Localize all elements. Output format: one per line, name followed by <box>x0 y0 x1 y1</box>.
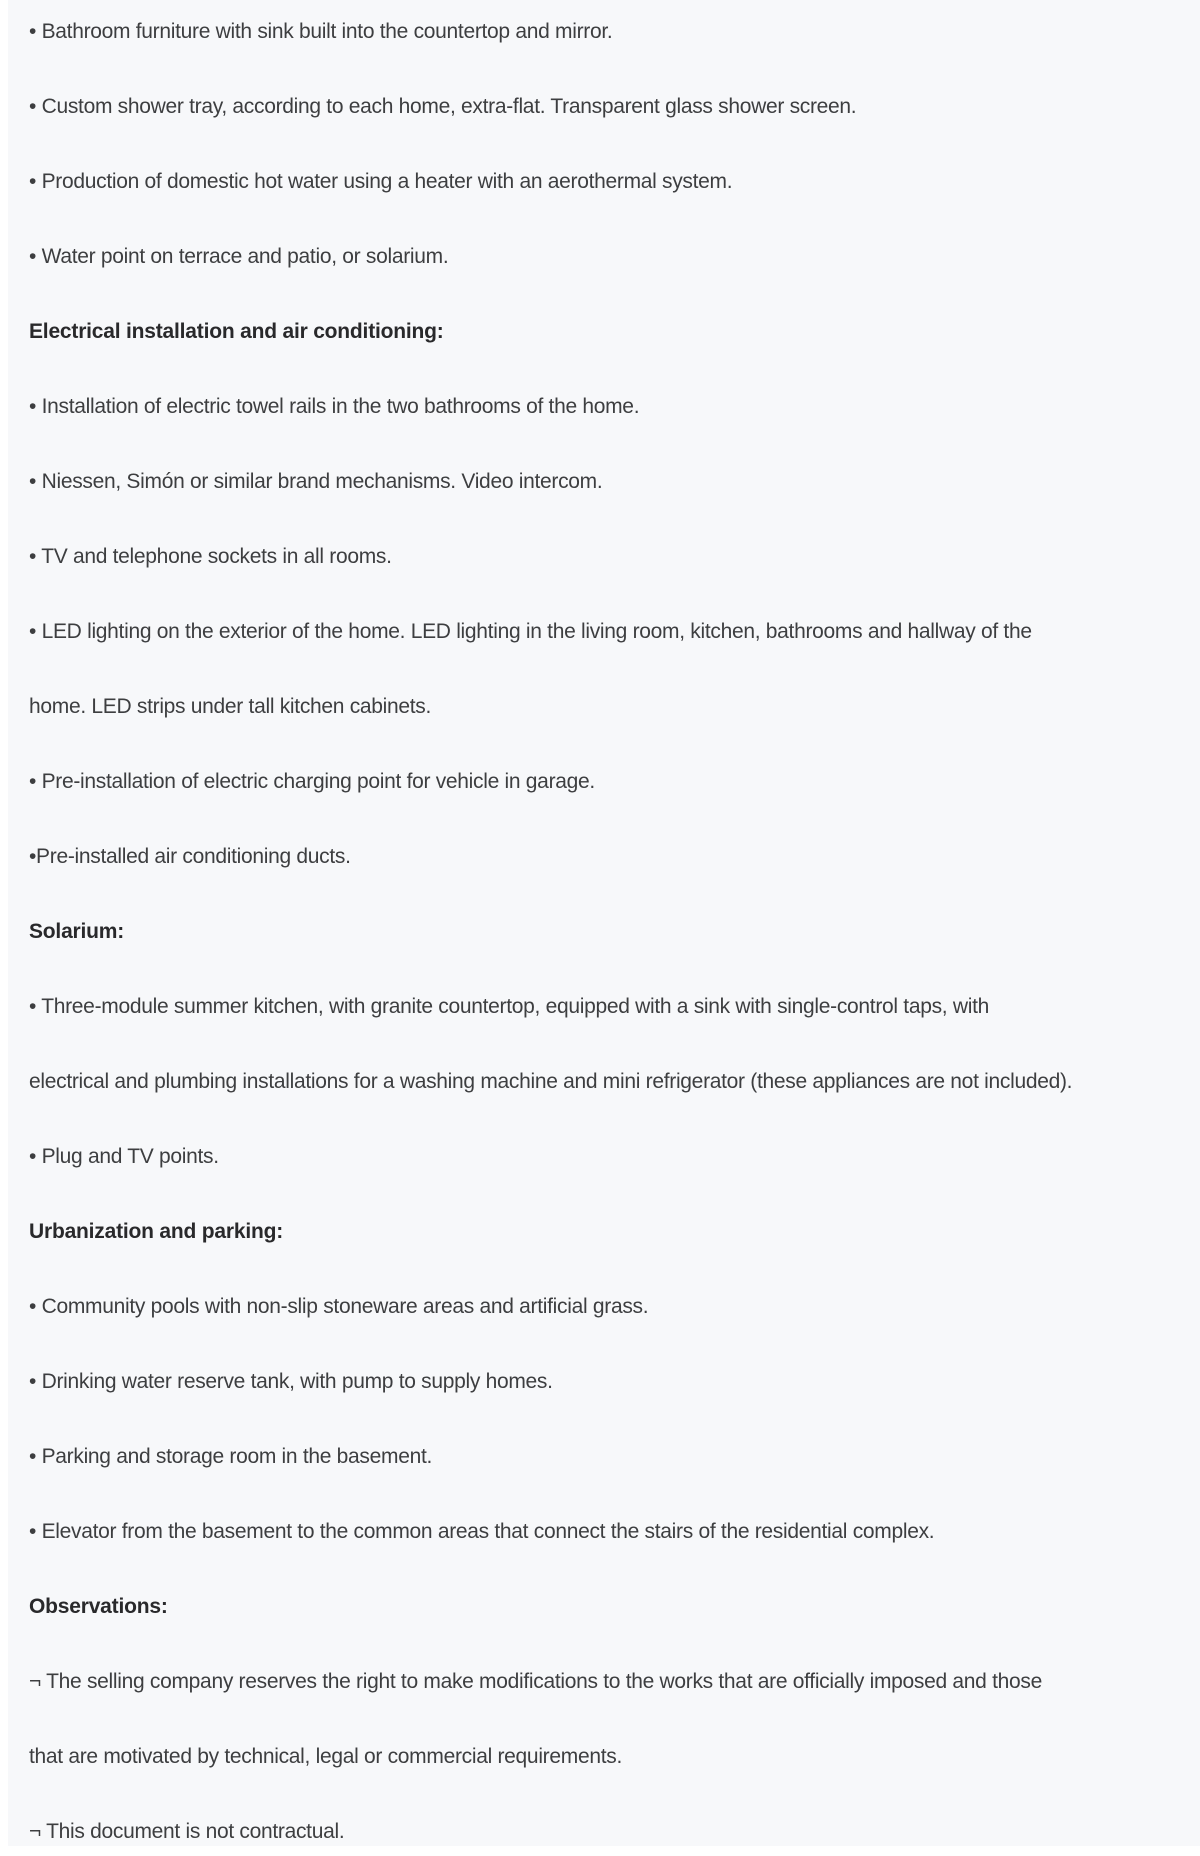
document-line: • TV and telephone sockets in all rooms. <box>29 545 392 568</box>
document-line: • Water point on terrace and patio, or solarium. <box>29 245 449 268</box>
document-line: • Elevator from the basement to the common areas that connect the stairs of the residential complex. <box>29 1520 935 1543</box>
document-line: • Community pools with non-slip stoneware areas and artificial grass. <box>29 1295 649 1318</box>
section-heading: Observations: <box>29 1595 168 1618</box>
document-line: • LED lighting on the exterior of the home. LED lighting in the living room, kitchen, bathrooms and hallway of the <box>29 620 1032 643</box>
document-line: ¬ This document is not contractual. <box>29 1820 345 1843</box>
document-body <box>8 0 1200 1846</box>
document-line: home. LED strips under tall kitchen cabinets. <box>29 695 432 718</box>
document-line: electrical and plumbing installations for a washing machine and mini refrigerator (these appliances are not included). <box>29 1070 1073 1093</box>
document-line: ¬ The selling company reserves the right to make modifications to the works that are officially imposed and those <box>29 1670 1042 1693</box>
document-line: • Niessen, Simón or similar brand mechanisms. Video intercom. <box>29 470 603 493</box>
document-page <box>8 0 1200 1846</box>
section-heading: Solarium: <box>29 920 125 943</box>
section-heading: Urbanization and parking: <box>29 1220 284 1243</box>
section-heading: Electrical installation and air conditioning: <box>29 320 444 343</box>
document-line: • Production of domestic hot water using a heater with an aerothermal system. <box>29 170 733 193</box>
document-line: • Installation of electric towel rails in the two bathrooms of the home. <box>29 395 640 418</box>
document-line: • Parking and storage room in the basement. <box>29 1445 433 1468</box>
document-line: • Three-module summer kitchen, with granite countertop, equipped with a sink with single-control taps, with <box>29 995 990 1018</box>
document-line: that are motivated by technical, legal or commercial requirements. <box>29 1745 622 1768</box>
document-line: • Bathroom furniture with sink built into the countertop and mirror. <box>29 20 613 43</box>
document-line: •Pre-installed air conditioning ducts. <box>29 845 351 868</box>
document-line: • Custom shower tray, according to each home, extra-flat. Transparent glass shower screen. <box>29 95 857 118</box>
document-line: • Plug and TV points. <box>29 1145 219 1168</box>
document-line: • Drinking water reserve tank, with pump to supply homes. <box>29 1370 553 1393</box>
document-line: • Pre-installation of electric charging point for vehicle in garage. <box>29 770 595 793</box>
